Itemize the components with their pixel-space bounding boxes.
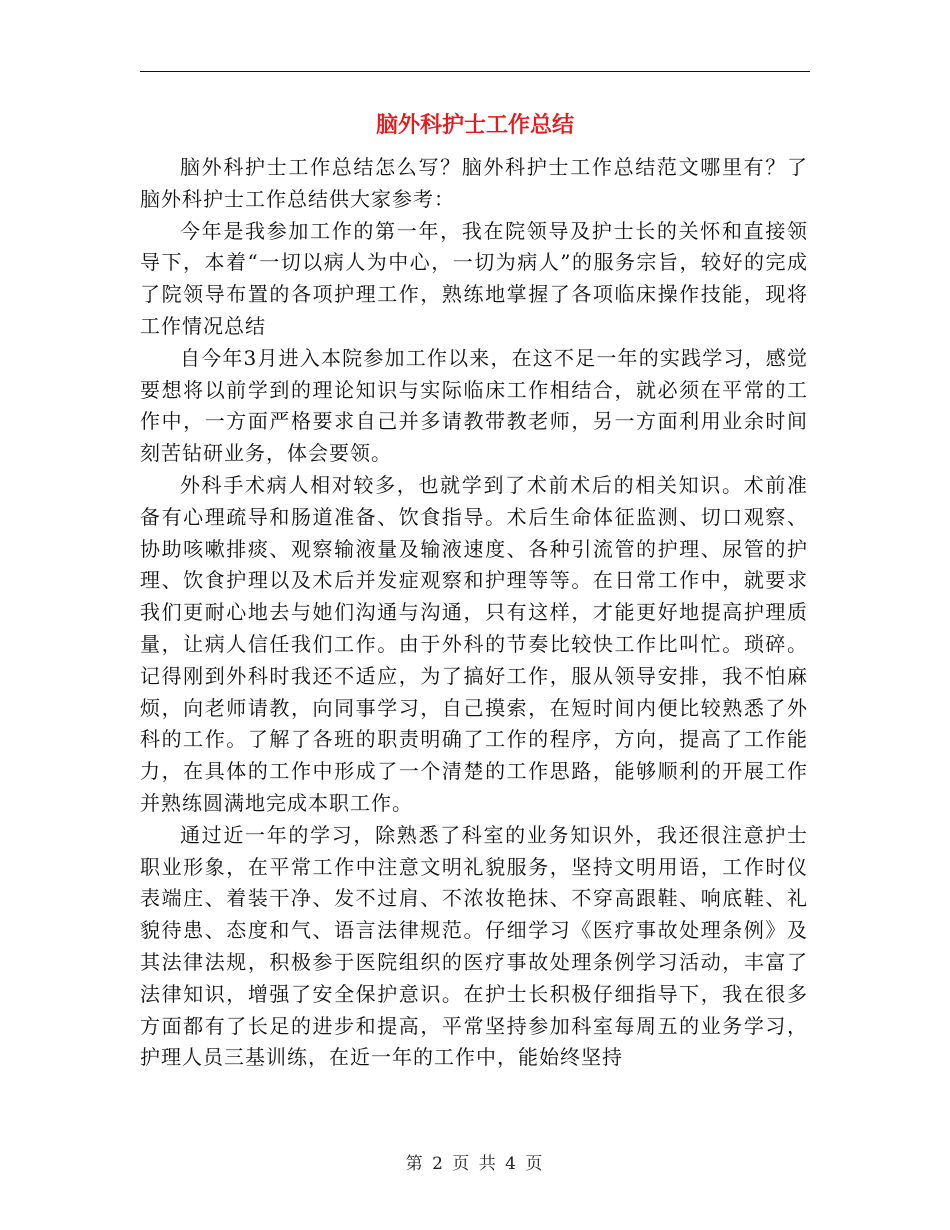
paragraph-intro: 脑外科护士工作总结怎么写？脑外科护士工作总结范文哪里有？了脑外科护士工作总结供大家参考： [140, 155, 808, 211]
paragraph-professional-image: 通过近一年的学习，除熟悉了科室的业务知识外，我还很注意护士职业形象，在平常工作中注意文明礼貌服务，坚持文明用语，工作时仪表端庄、着装干净、发不过肩、不浓妆艳抹、不穿高跟鞋、响底鞋、礼貌待患、态度和气、语言法律规范。仔细学习《医疗事故处理条例》及其法律法规，积极参于医院组织的医疗事故处理条例学习活动，丰富了法律知识，增强了安全保护意识。在护士长积极仔细指导下，我在很多方面都有了长足的进步和提高，平常坚持参加科室每周五的业务学习，护理人员三基训练，在近一年的工作中，能始终坚持 [140, 822, 808, 1070]
paragraph-since-march: 自今年3月进入本院参加工作以来，在这不足一年的实践学习，感觉要想将以前学到的理论知识与实际临床工作相结合，就必须在平常的工作中，一方面严格要求自己并多请教带教老师，另一方面利用业余时间刻苦钻研业务，体会要领。 [140, 345, 808, 466]
header-rule [140, 71, 810, 72]
page-number: 第 2 页 共 4 页 [405, 1154, 545, 1174]
paragraph-surgery-care: 外科手术病人相对较多，也就学到了术前术后的相关知识。术前准备有心理疏导和肠道准备、饮食指导。术后生命体征监测、切口观察、协助咳嗽排痰、观察输液量及输液速度、各种引流管的护理、尿管的护理、饮食护理以及术后并发症观察和护理等等。在日常工作中，就要求我们更耐心地去与她们沟通与沟通，只有这样，才能更好地提高护理质量，让病人信任我们工作。由于外科的节奏比较快工作比叫忙。琐碎。记得刚到外科时我还不适应，为了搞好工作，服从领导安排，我不怕麻烦，向老师请教，向同事学习，自己摸索，在短时间内便比较熟悉了外科的工作。了解了各班的职责明确了工作的程序，方向，提高了工作能力，在具体的工作中形成了一个清楚的工作思路，能够顺利的开展工作并熟练圆满地完成本职工作。 [140, 472, 808, 815]
paragraph-first-year: 今年是我参加工作的第一年，我在院领导及护士长的关怀和直接领导下，本着“一切以病人为中心，一切为病人”的服务宗旨，较好的完成了院领导布置的各项护理工作，熟练地掌握了各项临床操作技能，现将工作情况总结 [140, 218, 808, 338]
document-body [140, 152, 808, 1074]
document-title: 脑外科护士工作总结 [375, 112, 574, 138]
